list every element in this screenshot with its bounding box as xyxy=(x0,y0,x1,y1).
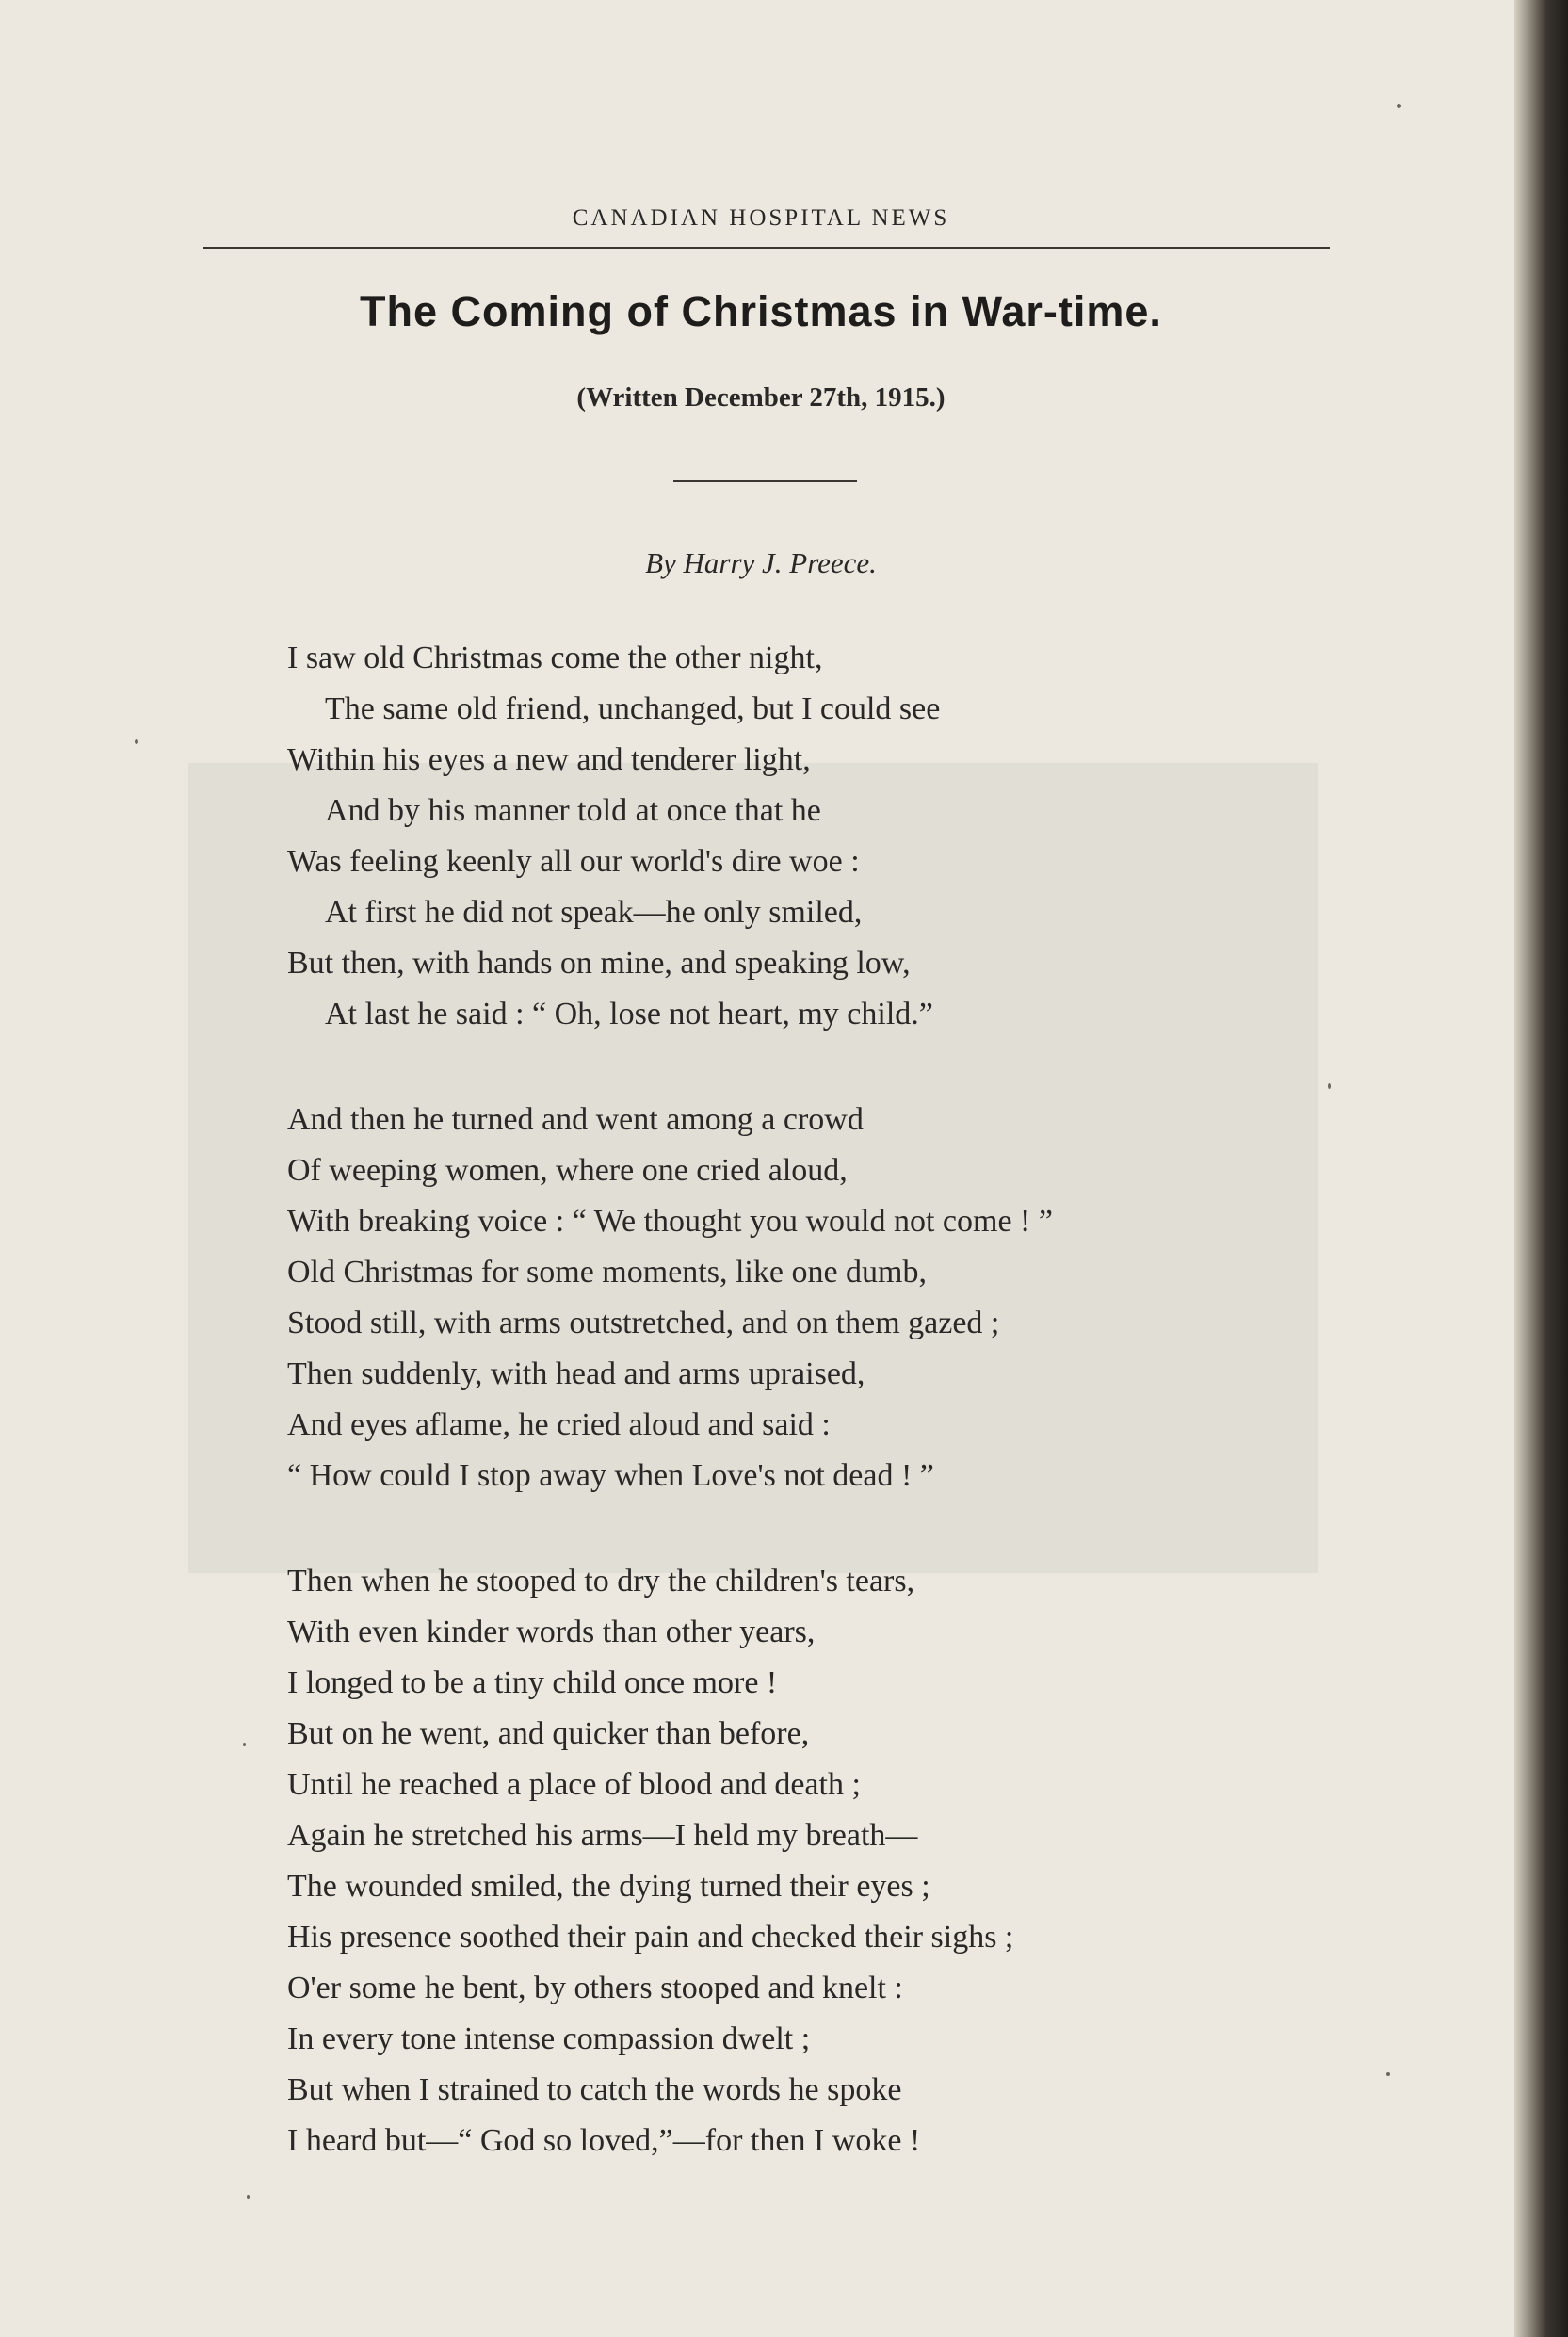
article-subtitle: (Written December 27th, 1915.) xyxy=(576,382,946,413)
poem-line: And by his manner told at once that he xyxy=(325,793,821,828)
running-head: CANADIAN HOSPITAL NEWS xyxy=(572,205,950,231)
paper-speck xyxy=(1328,1083,1331,1089)
poem xyxy=(287,633,1333,2167)
poem-line: Within his eyes a new and tenderer light, xyxy=(287,742,811,777)
paper-speck xyxy=(1397,104,1401,108)
poem-line: “ How could I stop away when Love's not dead ! ” xyxy=(287,1458,934,1493)
paper-speck xyxy=(247,2195,250,2199)
poem-line: The same old friend, unchanged, but I could see xyxy=(325,691,941,726)
poem-line: At last he said : “ Oh, lose not heart, my child.” xyxy=(325,997,933,1031)
article-byline: By Harry J. Preece. xyxy=(645,546,877,579)
poem-line: And then he turned and went among a crowd xyxy=(287,1102,864,1137)
paper-speck xyxy=(1386,2072,1390,2076)
poem-line: But then, with hands on mine, and speaking low, xyxy=(287,946,911,981)
poem-line: I saw old Christmas come the other night, xyxy=(287,641,823,675)
poem-line: Was feeling keenly all our world's dire woe : xyxy=(287,844,860,879)
poem-line: In every tone intense compassion dwelt ; xyxy=(287,2021,811,2056)
poem-line: Stood still, with arms outstretched, and on them gazed ; xyxy=(287,1306,1000,1340)
poem-line: Until he reached a place of blood and death ; xyxy=(287,1767,861,1802)
paper-speck xyxy=(135,739,138,744)
poem-line: With breaking voice : “ We thought you would not come ! ” xyxy=(287,1204,1053,1239)
poem-line: Then suddenly, with head and arms upraised, xyxy=(287,1356,865,1391)
poem-line: And eyes aflame, he cried aloud and said : xyxy=(287,1407,831,1442)
poem-line: His presence soothed their pain and checked their sighs ; xyxy=(287,1920,1014,1955)
poem-line: Again he stretched his arms—I held my breath— xyxy=(287,1818,918,1853)
stanza-break xyxy=(287,1040,1333,1095)
poem-line: Of weeping women, where one cried aloud, xyxy=(287,1153,848,1188)
poem-line: But when I strained to catch the words he spoke xyxy=(287,2072,902,2107)
title-divider xyxy=(673,480,857,482)
poem-line: I longed to be a tiny child once more ! xyxy=(287,1665,778,1700)
poem-line: Old Christmas for some moments, like one dumb, xyxy=(287,1255,927,1290)
poem-line: I heard but—“ God so loved,”—for then I woke ! xyxy=(287,2123,921,2158)
poem-line: But on he went, and quicker than before, xyxy=(287,1716,810,1751)
article-title: The Coming of Christmas in War-time. xyxy=(360,287,1162,335)
page-binding-edge xyxy=(1514,0,1568,2337)
poem-line: O'er some he bent, by others stooped and knelt : xyxy=(287,1971,903,2005)
poem-line: At first he did not speak—he only smiled, xyxy=(325,895,863,930)
poem-line: With even kinder words than other years, xyxy=(287,1615,816,1649)
poem-line: Then when he stooped to dry the children's tears, xyxy=(287,1564,915,1599)
paper-speck xyxy=(243,1743,246,1746)
poem-line: The wounded smiled, the dying turned their eyes ; xyxy=(287,1869,930,1904)
stanza-break xyxy=(287,1501,1333,1556)
header-rule xyxy=(203,247,1330,249)
